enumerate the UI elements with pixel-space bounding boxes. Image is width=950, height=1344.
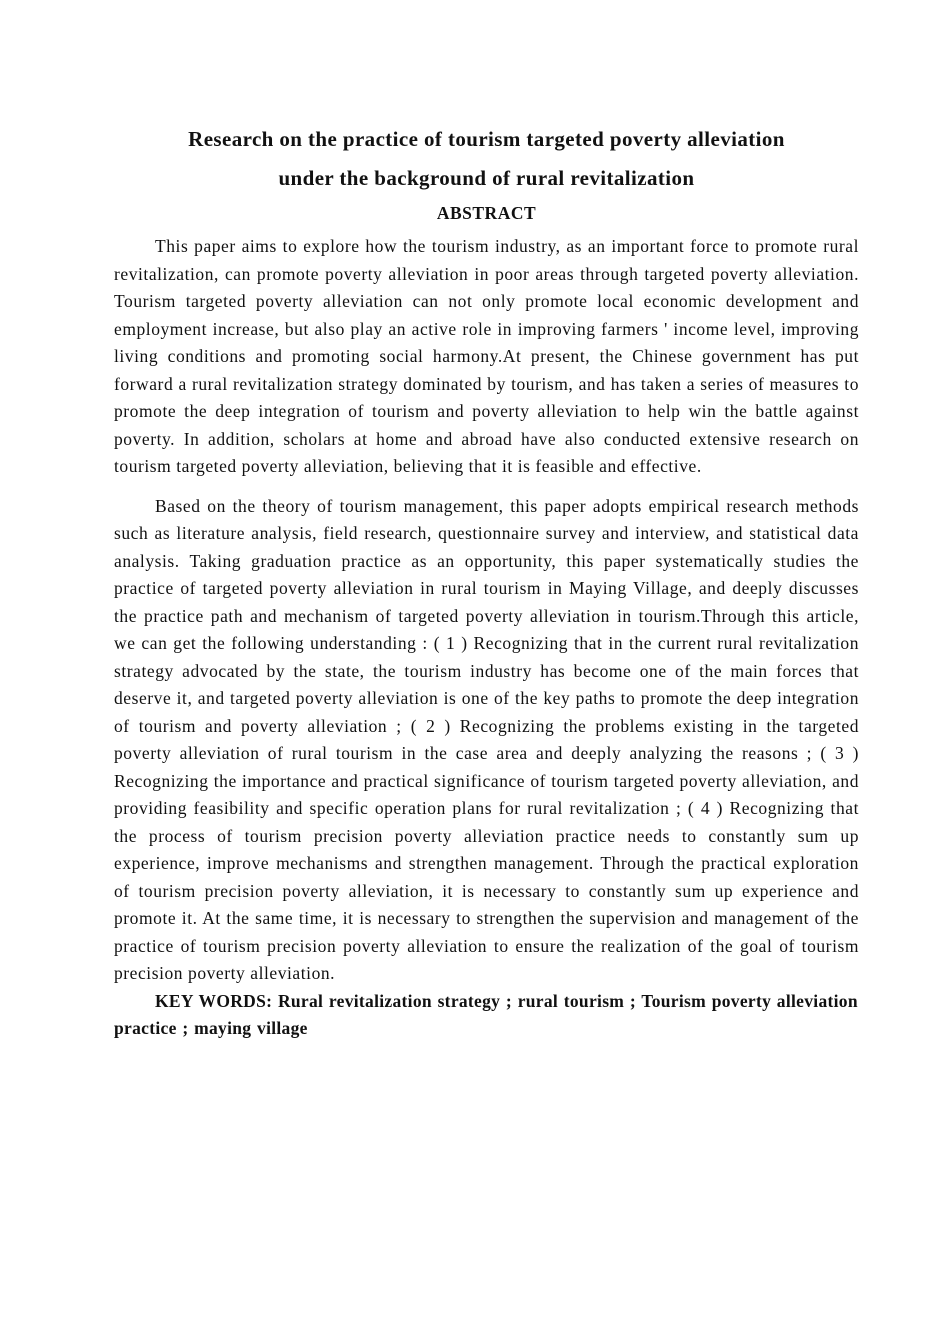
abstract-heading: ABSTRACT — [436, 203, 537, 223]
paper-title-line-1: Research on the practice of tourism targeted poverty alleviation — [188, 127, 785, 151]
abstract-paragraph-2: Based on the theory of tourism management, this paper adopts empirical research methods such as literature analysis, field research, questionnaire survey and interview, and statistical data analysis. Taking graduation practice as an opportunity, this paper systematically studies the practice of targeted poverty alleviation in rural tourism in Maying Village, and deeply discusses the practice path and mechanism of targeted poverty alleviation in tourism.Through this article, we can get the following understanding : ( 1 ) Recognizing that in the current rural revitalization strategy advocated by the state, the tourism industry has become one of the main forces that deserve it, and targeted poverty alleviation is one of the key paths to promote the deep integration of tourism and poverty alleviation ; ( 2 ) Recognizing the problems existing in the targeted poverty alleviation of rural tourism in the case area and deeply analyzing the reasons ; ( 3 ) Recognizing the importance and practical significance of tourism targeted poverty alleviation, and providing feasibility and specific operation plans for rural revitalization ; ( 4 ) Recognizing that the process of tourism precision poverty alleviation practice needs to constantly sum up experience, improve mechanisms and strengthen management. Through the practical exploration of tourism precision poverty alleviation, it is necessary to constantly sum up experience and promote it. At the same time, it is necessary to strengthen the supervision and management of the practice of tourism precision poverty alleviation to ensure the realization of the goal of tourism precision poverty alleviation. — [114, 495, 859, 983]
paper-title — [114, 120, 859, 198]
paper-title-line-2: under the background of rural revitalization — [278, 166, 695, 190]
keywords: KEY WORDS: Rural revitalization strategy ; rural tourism ; Tourism poverty alleviation practice ; maying village — [114, 990, 858, 1038]
abstract-paragraph-1: This paper aims to explore how the tourism industry, as an important force to promote rural revitalization, can promote poverty alleviation in poor areas through targeted poverty alleviation. Tourism targeted poverty alleviation can not only promote local economic development and employment increase, but also play an active role in improving farmers ' income level, improving living conditions and promoting social harmony.At present, the Chinese government has put forward a rural revitalization strategy dominated by tourism, and has taken a series of measures to promote the deep integration of tourism and poverty alleviation to help win the battle against poverty. In addition, scholars at home and abroad have also conducted extensive research on tourism targeted poverty alleviation, believing that it is feasible and effective. — [114, 236, 859, 476]
document-page — [114, 120, 859, 1043]
